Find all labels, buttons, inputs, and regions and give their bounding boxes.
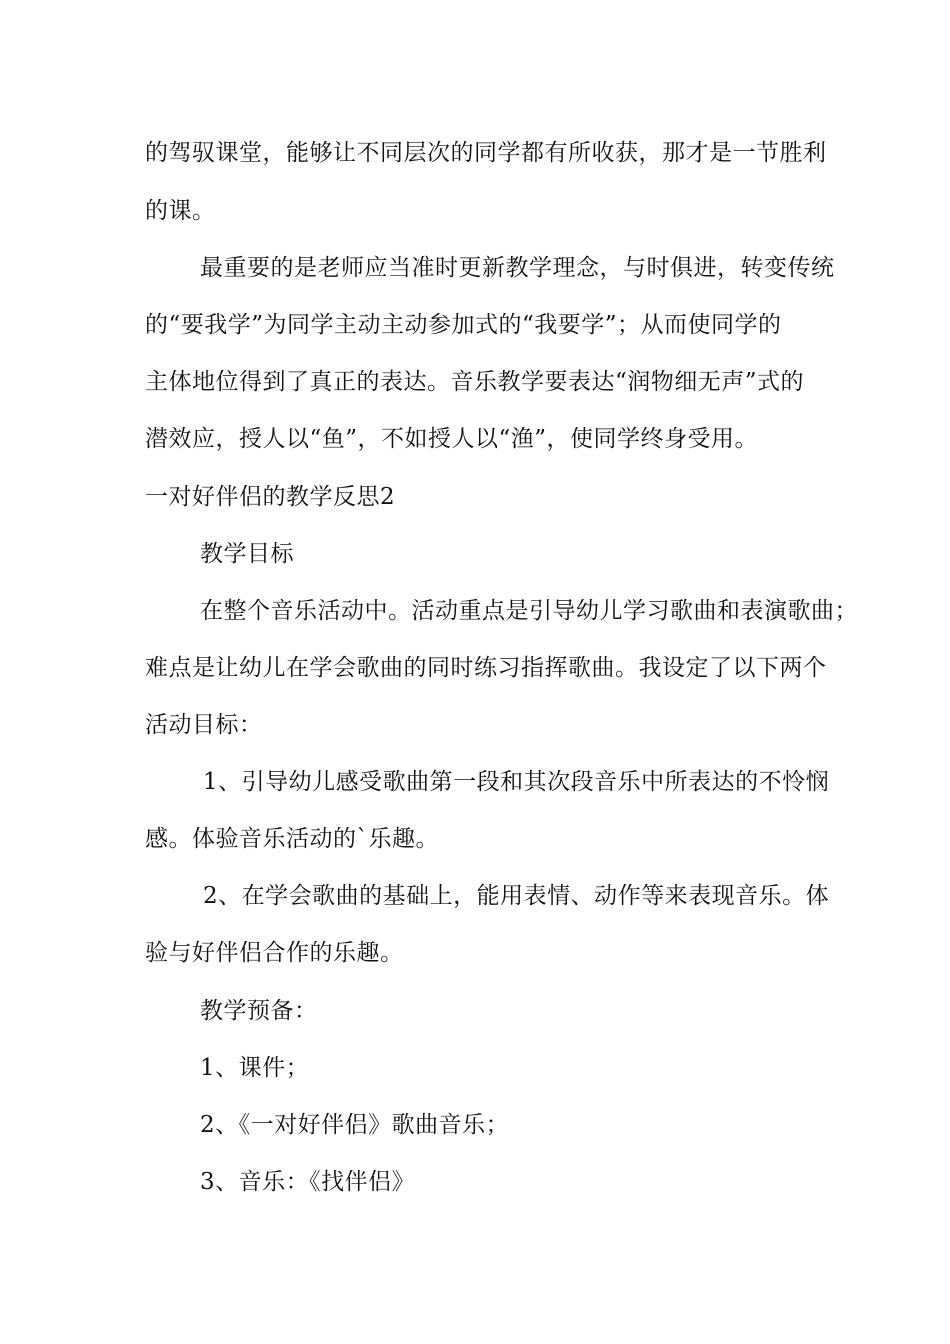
list-item: 2、在学会歌曲的基础上，能用表情、动作等来表现音乐。体 <box>203 883 830 909</box>
list-item: 3、音乐：《找伴侣》 <box>200 1169 416 1195</box>
paragraph-line: 感。体验音乐活动的`乐趣。 <box>145 826 439 852</box>
list-item: 1、课件； <box>200 1055 310 1081</box>
paragraph-line: 的“要我学”为同学主动主动参加式的“我要学”；从而使同学的 <box>145 312 782 338</box>
paragraph-line: 的驾驭课堂，能够让不同层次的同学都有所收获，那才是一节胜利 <box>145 140 827 166</box>
paragraph-line: 难点是让幼儿在学会歌曲的同时练习指挥歌曲。我设定了以下两个 <box>145 655 827 681</box>
paragraph-line: 主体地位得到了真正的表达。音乐教学要表达“润物细无声”式的 <box>145 369 805 395</box>
subheading: 教学目标 <box>200 541 294 567</box>
list-item: 1、引导幼儿感受歌曲第一段和其次段音乐中所表达的不怜悯 <box>203 769 830 795</box>
paragraph-line: 的课。 <box>145 198 216 224</box>
list-item: 2、《一对好伴侣》歌曲音乐； <box>200 1112 510 1138</box>
paragraph-line: 验与好伴侣合作的乐趣。 <box>145 940 404 966</box>
subheading: 教学预备： <box>200 998 318 1024</box>
section-heading: 一对好伴侣的教学反思2 <box>145 484 396 510</box>
paragraph-line: 活动目标： <box>145 712 263 738</box>
paragraph-line: 在整个音乐活动中。活动重点是引导幼儿学习歌曲和表演歌曲； <box>200 598 858 624</box>
paragraph-line: 最重要的是老师应当准时更新教学理念，与时俱进，转变传统 <box>200 255 835 281</box>
paragraph-line: 潜效应，授人以“鱼”，不如授人以“渔”，使同学终身受用。 <box>145 426 759 452</box>
